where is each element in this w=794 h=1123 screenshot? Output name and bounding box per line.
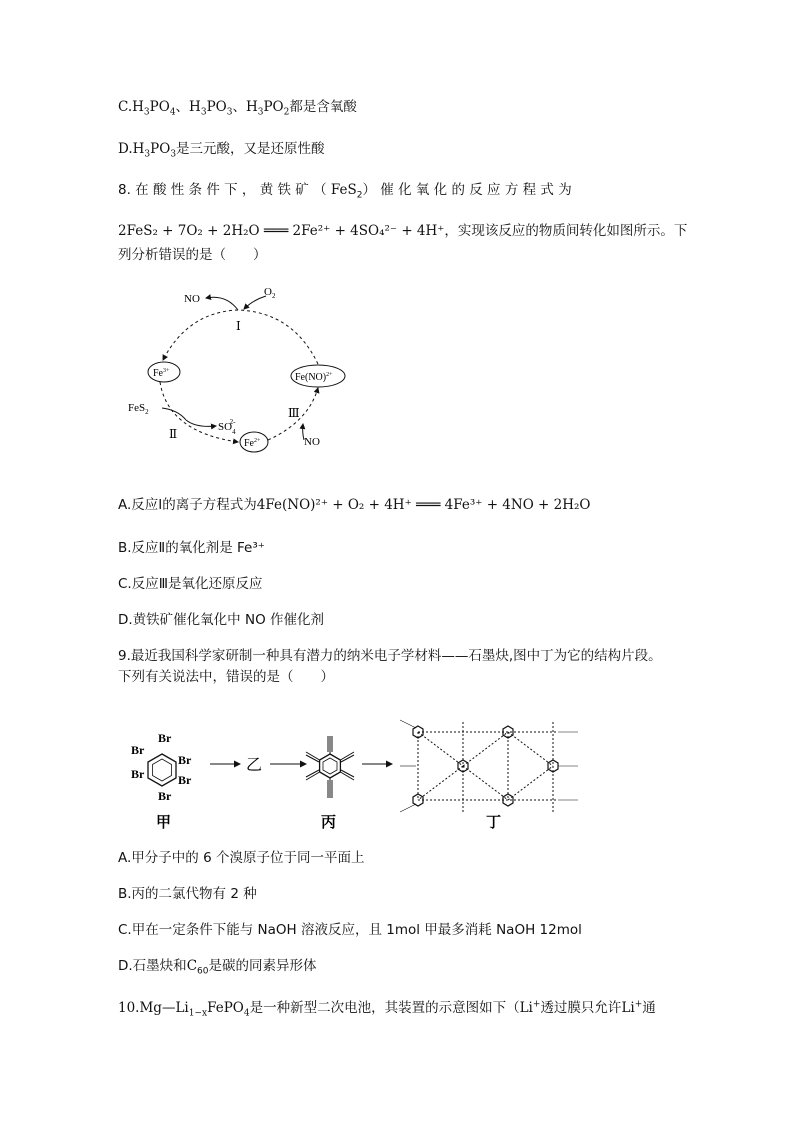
reaction-equation: 2FeS₂ + 7O₂ + 2H₂O ═══ 2Fe²⁺ + 4SO₄²⁻ + 4H⁺ <box>118 223 445 239</box>
svg-text:Br: Br <box>178 773 192 787</box>
compound-bing <box>306 736 354 798</box>
roman-2: Ⅱ <box>169 427 178 441</box>
arc-top-left <box>163 310 238 360</box>
arc-top-right <box>238 310 318 364</box>
svg-text:Fe(NO)2+: Fe(NO)$^{2+}$ <box>295 372 333 383</box>
q8-option-d: D.黄铁矿催化氧化中 NO 作催化剂 <box>118 612 324 628</box>
q9-option-b: B.丙的二氯代物有 2 种 <box>118 886 257 902</box>
svg-text:Br: Br <box>158 731 172 745</box>
q10-stem: $10.Mg—Li_{1-x}FePO_4$是一种新型二次电池，其装置的示意图如下（Li+透过膜只允许Li+通 <box>118 999 656 1019</box>
q7-option-d: $D.H_3PO_3$是三元酸，又是还原性酸 <box>118 141 325 160</box>
svg-text:Br: Br <box>131 767 145 781</box>
label-ding: 丁 <box>486 815 502 831</box>
q8-option-c: C.反应Ⅲ是氧化还原反应 <box>118 576 263 592</box>
svg-text:FeS2: FeS$_2$ <box>128 402 149 416</box>
arrow-no-out <box>206 297 238 310</box>
fe-cycle-diagram <box>118 282 358 464</box>
graphdiyne-figure <box>118 712 598 834</box>
q8-option-a: A.反应Ⅰ的离子方程式为4Fe(NO)²⁺ + O₂ + 4H⁺ ═══ 4Fe³⁺ + 4NO + 2H₂O <box>118 497 591 513</box>
svg-text:O2: $O_2$ <box>264 286 276 300</box>
q8-option-b: B.反应Ⅱ的氧化剂是 Fe³⁺ <box>118 540 265 556</box>
q8-stem-line3: 列分析错误的是（ ） <box>118 247 267 263</box>
svg-text:Br: Br <box>131 743 145 757</box>
q9-option-a: A.甲分子中的 6 个溴原子位于同一平面上 <box>118 850 365 866</box>
svg-text:Fe2+: $Fe^{2+}$ <box>244 438 261 449</box>
arrow-o2-in <box>244 296 266 309</box>
q9-stem-line1: 9.最近我国科学家研制一种具有潜力的纳米电子学材料——石墨炔,图中丁为它的结构片段。 <box>118 648 662 664</box>
q8-stem-line2: 2FeS₂ + 7O₂ + 2H₂O ═══ 2Fe²⁺ + 4SO₄²⁻ + 4H⁺，实现该反应的物质间转化如图所示。下 <box>118 223 688 239</box>
q9-stem-line2: 下列有关说法中，错误的是（ ） <box>118 669 334 685</box>
label-jia: 甲 <box>156 815 172 831</box>
q7-option-c: $C.H_3PO_4$、$H_3PO_3$、$H_3PO_2$都是含氧酸 <box>118 99 357 118</box>
label-bing: 丙 <box>321 815 337 831</box>
compound-ding <box>400 720 578 812</box>
compound-jia <box>148 754 176 786</box>
no-bottom-label: NO <box>304 436 320 448</box>
arrow-so4-out <box>186 420 216 426</box>
q8-stem-line1: 8. 在 酸 性 条 件 下 ， 黄 铁 矿 （ FeS$_2$） 催 化 氧 化 的 反 应 方 程 式 为 <box>118 182 572 201</box>
svg-text:Fe3+: $Fe^{3+}$ <box>153 368 170 379</box>
roman-1: Ⅰ <box>236 319 241 333</box>
no-top-label: NO <box>184 293 200 305</box>
label-yi: 乙 <box>246 757 263 774</box>
svg-text:Br: Br <box>178 753 192 767</box>
arrow-fes2-in <box>162 408 186 420</box>
svg-text:Br: Br <box>158 789 172 803</box>
svg-text:SO42-: $SO_42-$ <box>218 418 236 436</box>
roman-3: Ⅲ <box>288 406 300 420</box>
q9-option-d: D.石墨炔和$C_{60}$是碳的同素异形体 <box>118 958 317 977</box>
q9-option-c: C.甲在一定条件下能与 NaOH 溶液反应，且 1mol 甲最多消耗 NaOH 12mol <box>118 922 582 938</box>
